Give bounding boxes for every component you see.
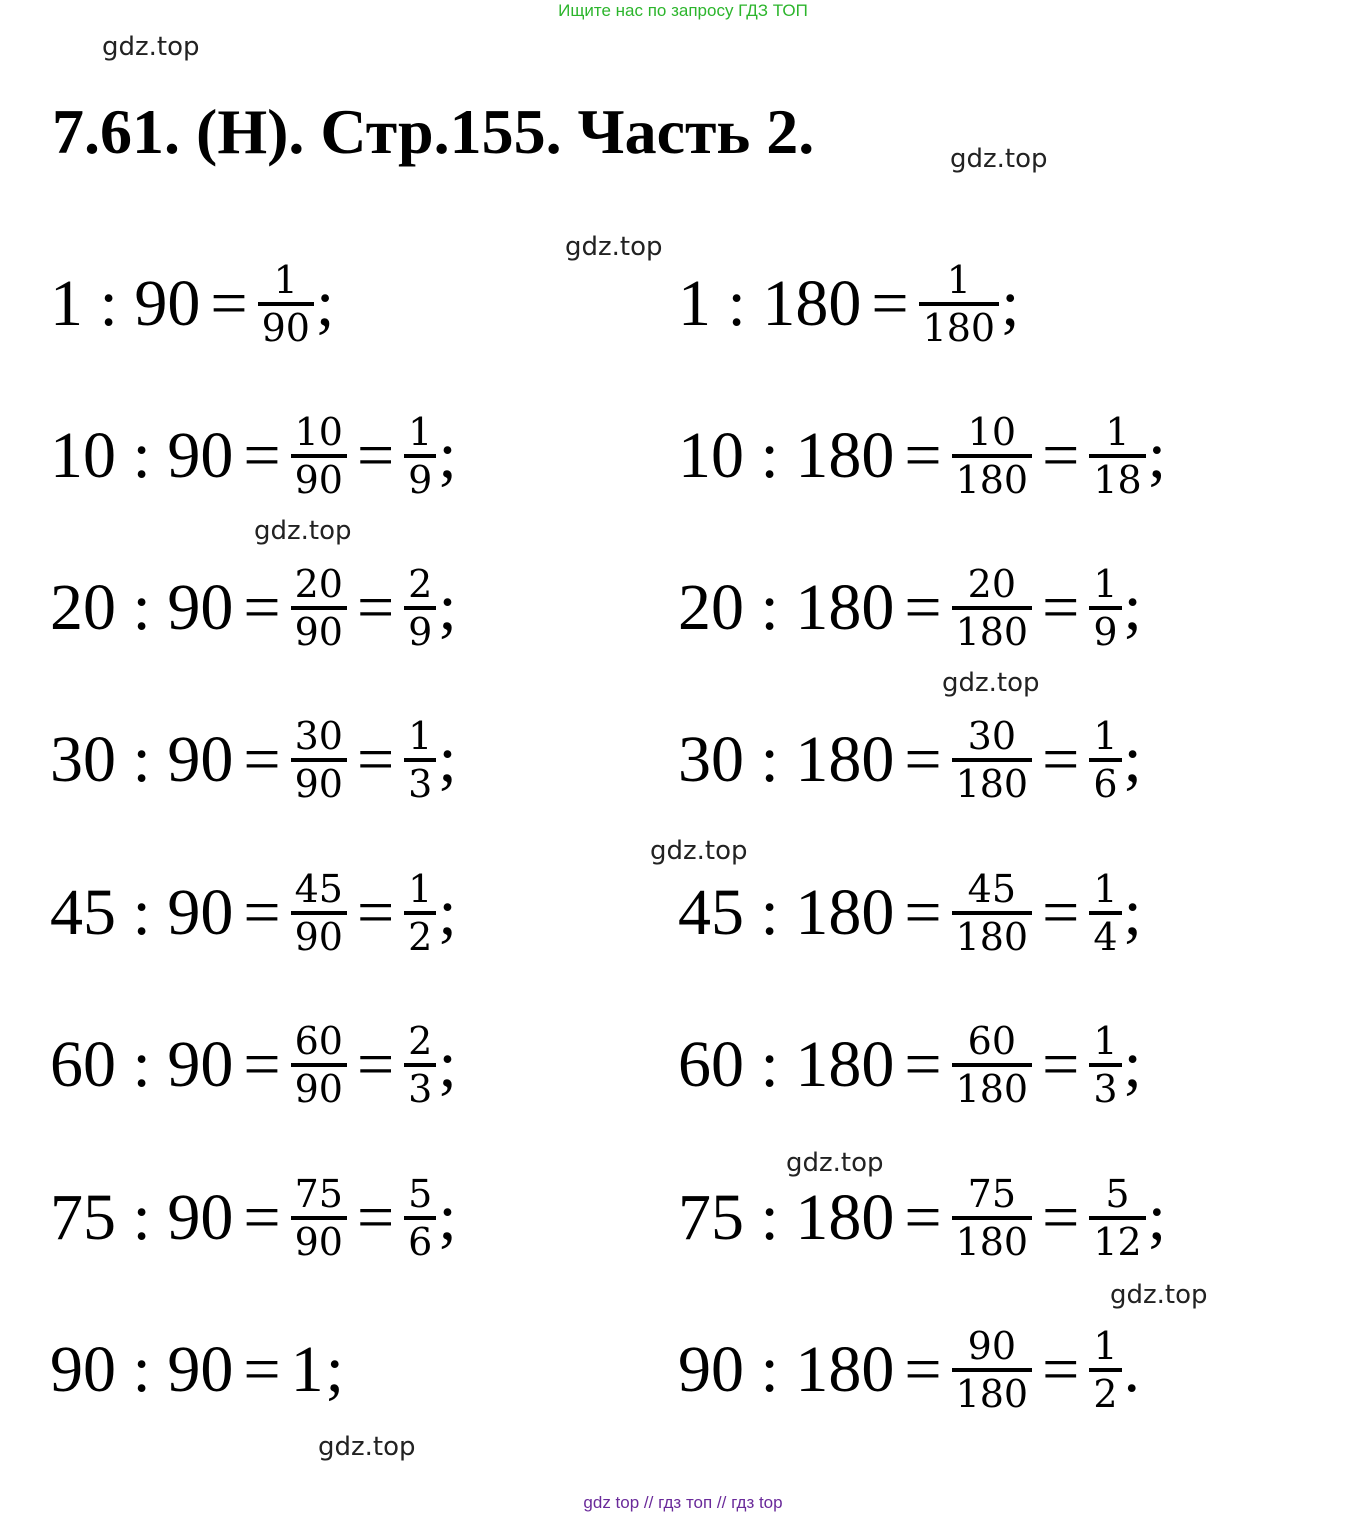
fraction-numerator: 10 bbox=[967, 410, 1017, 454]
fraction-denominator: 180 bbox=[952, 606, 1033, 654]
equals-sign: = bbox=[904, 1181, 942, 1254]
fraction bbox=[404, 1172, 436, 1264]
fraction-denominator: 180 bbox=[952, 911, 1033, 959]
fraction-denominator: 90 bbox=[291, 454, 347, 502]
fraction-denominator: 9 bbox=[404, 454, 436, 502]
equals-sign: = bbox=[1042, 1028, 1080, 1101]
fraction-numerator: 90 bbox=[967, 1324, 1017, 1368]
watermark: gdz.top bbox=[942, 668, 1040, 698]
footer-links: gdz top // гдз топ // гдз top bbox=[583, 1493, 783, 1512]
equation-terminator: ; bbox=[438, 419, 457, 492]
fraction bbox=[291, 1172, 347, 1264]
equals-sign: = bbox=[904, 876, 942, 949]
fraction-denominator: 180 bbox=[952, 758, 1033, 806]
equation-terminator: ; bbox=[438, 1181, 457, 1254]
fraction-denominator: 180 bbox=[952, 454, 1033, 502]
equation-row-left bbox=[50, 543, 457, 673]
equals-sign: = bbox=[904, 1028, 942, 1101]
fraction-numerator: 30 bbox=[967, 714, 1017, 758]
equation-lhs: 60 : 90 bbox=[50, 1028, 234, 1101]
equation-row-left bbox=[50, 848, 457, 978]
fraction bbox=[291, 562, 347, 654]
equation-lhs: 75 : 180 bbox=[678, 1181, 895, 1254]
equation-lhs: 75 : 90 bbox=[50, 1181, 234, 1254]
fraction-numerator: 1 bbox=[1093, 867, 1118, 911]
equation-terminator: ; bbox=[325, 1333, 344, 1406]
equation-lhs: 60 : 180 bbox=[678, 1028, 895, 1101]
fraction-numerator: 60 bbox=[967, 1019, 1017, 1063]
fraction-denominator: 2 bbox=[404, 911, 436, 959]
fraction-denominator: 180 bbox=[952, 1368, 1033, 1416]
fraction bbox=[1089, 410, 1145, 502]
equation-lhs: 90 : 90 bbox=[50, 1333, 234, 1406]
fraction-numerator: 1 bbox=[946, 258, 971, 302]
equation-row-left bbox=[50, 239, 334, 369]
equals-sign: = bbox=[243, 571, 281, 644]
equals-sign: = bbox=[1042, 1181, 1080, 1254]
equation-lhs: 10 : 180 bbox=[678, 419, 895, 492]
equation-lhs: 1 : 180 bbox=[678, 267, 862, 340]
fraction-numerator: 1 bbox=[1093, 1324, 1118, 1368]
watermark: gdz.top bbox=[565, 232, 663, 262]
watermark: gdz.top bbox=[318, 1432, 416, 1462]
equals-sign: = bbox=[210, 267, 248, 340]
equals-sign: = bbox=[1042, 419, 1080, 492]
equals-sign: = bbox=[243, 419, 281, 492]
equation-lhs: 20 : 180 bbox=[678, 571, 895, 644]
fraction bbox=[919, 258, 1000, 350]
fraction-denominator: 4 bbox=[1089, 911, 1121, 959]
fraction-numerator: 20 bbox=[967, 562, 1017, 606]
fraction bbox=[258, 258, 314, 350]
fraction bbox=[952, 1019, 1033, 1111]
equation-row-right bbox=[678, 1305, 1140, 1435]
equals-sign: = bbox=[243, 723, 281, 796]
fraction bbox=[1089, 562, 1121, 654]
fraction bbox=[952, 410, 1033, 502]
equation-lhs: 30 : 90 bbox=[50, 723, 234, 796]
watermark: gdz.top bbox=[1110, 1280, 1208, 1310]
fraction-numerator: 75 bbox=[967, 1172, 1017, 1216]
equals-sign: = bbox=[1042, 876, 1080, 949]
equals-sign: = bbox=[1042, 571, 1080, 644]
fraction-numerator: 5 bbox=[408, 1172, 433, 1216]
equation-terminator: ; bbox=[1123, 876, 1142, 949]
equals-sign: = bbox=[904, 419, 942, 492]
equation-terminator: ; bbox=[438, 571, 457, 644]
fraction-numerator: 1 bbox=[1093, 714, 1118, 758]
fraction-denominator: 90 bbox=[291, 911, 347, 959]
equals-sign: = bbox=[356, 1181, 395, 1254]
fraction-denominator: 3 bbox=[404, 758, 436, 806]
equals-sign: = bbox=[356, 1028, 395, 1101]
fraction-numerator: 1 bbox=[1093, 562, 1118, 606]
equation-terminator: ; bbox=[1123, 723, 1142, 796]
equals-sign: = bbox=[243, 1333, 281, 1406]
fraction-numerator: 30 bbox=[294, 714, 343, 758]
fraction-denominator: 90 bbox=[291, 1063, 347, 1111]
equation-terminator: ; bbox=[438, 723, 457, 796]
watermark: gdz.top bbox=[102, 32, 200, 62]
fraction-denominator: 6 bbox=[1089, 758, 1121, 806]
equals-sign: = bbox=[904, 1333, 942, 1406]
fraction-numerator: 2 bbox=[408, 562, 433, 606]
fraction-denominator: 9 bbox=[1089, 606, 1121, 654]
watermark: gdz.top bbox=[254, 516, 352, 546]
fraction-denominator: 90 bbox=[291, 758, 347, 806]
fraction-numerator: 1 bbox=[1093, 1019, 1118, 1063]
equation-terminator: ; bbox=[1147, 1181, 1167, 1254]
fraction-numerator: 60 bbox=[294, 1019, 343, 1063]
fraction bbox=[291, 1019, 347, 1111]
fraction bbox=[291, 714, 347, 806]
fraction-numerator: 1 bbox=[1105, 410, 1130, 454]
fraction-denominator: 18 bbox=[1089, 454, 1145, 502]
equation-terminator: ; bbox=[1123, 1028, 1142, 1101]
equals-sign: = bbox=[1042, 723, 1080, 796]
fraction-numerator: 5 bbox=[1105, 1172, 1130, 1216]
fraction bbox=[1089, 1324, 1121, 1416]
fraction bbox=[1089, 714, 1121, 806]
fraction-numerator: 1 bbox=[408, 410, 433, 454]
equation-row-right bbox=[678, 695, 1142, 825]
equation-row-right bbox=[678, 848, 1142, 978]
equation-lhs: 90 : 180 bbox=[678, 1333, 895, 1406]
fraction-numerator: 45 bbox=[967, 867, 1017, 911]
watermark: gdz.top bbox=[650, 836, 748, 866]
equation-lhs: 30 : 180 bbox=[678, 723, 895, 796]
equation-terminator: ; bbox=[438, 876, 457, 949]
fraction bbox=[1089, 1019, 1121, 1111]
equation-terminator: ; bbox=[1147, 419, 1167, 492]
fraction bbox=[291, 867, 347, 959]
fraction-denominator: 2 bbox=[1089, 1368, 1121, 1416]
fraction-denominator: 3 bbox=[1089, 1063, 1121, 1111]
equation-lhs: 45 : 180 bbox=[678, 876, 895, 949]
fraction-denominator: 12 bbox=[1089, 1216, 1145, 1264]
fraction-numerator: 10 bbox=[294, 410, 343, 454]
fraction-denominator: 180 bbox=[952, 1063, 1033, 1111]
fraction-numerator: 1 bbox=[408, 867, 433, 911]
fraction-numerator: 75 bbox=[294, 1172, 343, 1216]
fraction bbox=[952, 562, 1033, 654]
equals-sign: = bbox=[243, 1028, 281, 1101]
equation-terminator: ; bbox=[315, 267, 335, 340]
equation-row-right bbox=[678, 1000, 1142, 1130]
fraction bbox=[1089, 867, 1121, 959]
equation-lhs: 45 : 90 bbox=[50, 876, 234, 949]
fraction-numerator: 45 bbox=[294, 867, 343, 911]
fraction-numerator: 1 bbox=[273, 258, 298, 302]
fraction bbox=[291, 410, 347, 502]
equation-result: 1 bbox=[290, 1333, 324, 1406]
equals-sign: = bbox=[356, 876, 395, 949]
fraction-denominator: 3 bbox=[404, 1063, 436, 1111]
equals-sign: = bbox=[904, 571, 942, 644]
fraction-denominator: 6 bbox=[404, 1216, 436, 1264]
fraction bbox=[404, 562, 436, 654]
equation-row-left bbox=[50, 1305, 344, 1435]
fraction bbox=[952, 1172, 1033, 1264]
fraction-denominator: 180 bbox=[919, 302, 1000, 350]
equation-terminator: ; bbox=[1123, 571, 1142, 644]
equation-terminator: . bbox=[1123, 1333, 1141, 1406]
equation-lhs: 10 : 90 bbox=[50, 419, 234, 492]
equals-sign: = bbox=[356, 419, 395, 492]
fraction-denominator: 90 bbox=[291, 1216, 347, 1264]
equals-sign: = bbox=[1042, 1333, 1080, 1406]
equals-sign: = bbox=[243, 876, 281, 949]
equation-row-right bbox=[678, 1153, 1166, 1283]
equation-row-left bbox=[50, 695, 457, 825]
equals-sign: = bbox=[871, 267, 909, 340]
equation-row-right bbox=[678, 391, 1166, 521]
exercise-title: 7.61. (Н). Стр.155. Часть 2. bbox=[52, 96, 815, 167]
equation-row-left bbox=[50, 1153, 457, 1283]
fraction-denominator: 9 bbox=[404, 606, 436, 654]
equation-row-left bbox=[50, 391, 457, 521]
fraction bbox=[952, 1324, 1033, 1416]
equation-row-right bbox=[678, 543, 1142, 673]
equals-sign: = bbox=[356, 723, 395, 796]
fraction-numerator: 2 bbox=[408, 1019, 433, 1063]
watermark: gdz.top bbox=[950, 144, 1048, 174]
fraction bbox=[952, 867, 1033, 959]
fraction-numerator: 20 bbox=[294, 562, 343, 606]
equals-sign: = bbox=[356, 571, 395, 644]
equation-row-left bbox=[50, 1000, 457, 1130]
equation-terminator: ; bbox=[438, 1028, 457, 1101]
top-search-note: Ищите нас по запросу ГДЗ ТОП bbox=[558, 1, 808, 20]
fraction bbox=[404, 867, 436, 959]
fraction bbox=[1089, 1172, 1145, 1264]
fraction-numerator: 1 bbox=[408, 714, 433, 758]
equals-sign: = bbox=[243, 1181, 281, 1254]
fraction bbox=[404, 410, 436, 502]
fraction-denominator: 90 bbox=[291, 606, 347, 654]
equals-sign: = bbox=[904, 723, 942, 796]
fraction bbox=[404, 714, 436, 806]
equation-lhs: 1 : 90 bbox=[50, 267, 201, 340]
equation-terminator: ; bbox=[1001, 267, 1020, 340]
fraction-denominator: 90 bbox=[258, 302, 314, 350]
equation-row-right bbox=[678, 239, 1019, 369]
fraction bbox=[404, 1019, 436, 1111]
fraction-denominator: 180 bbox=[952, 1216, 1033, 1264]
watermark: gdz.top bbox=[786, 1148, 884, 1178]
fraction bbox=[952, 714, 1033, 806]
equation-lhs: 20 : 90 bbox=[50, 571, 234, 644]
